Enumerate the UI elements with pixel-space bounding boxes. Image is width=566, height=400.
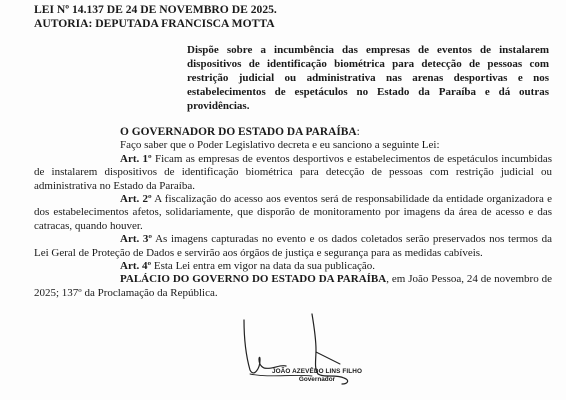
closing-paragraph <box>34 273 552 300</box>
article-1 <box>34 153 552 193</box>
governor-heading-colon: : <box>356 126 360 138</box>
article-3 <box>34 233 552 260</box>
article-2 <box>34 193 552 233</box>
article-4 <box>34 260 552 273</box>
article-1-label: Art. 1º <box>120 152 152 165</box>
article-2-text: A fiscalização do acesso aos eventos será de responsabilidade da entidade organizadora e dos estabelecimentos afetos, solidariamente, que disporão de monitoramento por imagens da área de acesso e das catracas, quando houver. <box>34 193 553 232</box>
governor-heading <box>34 126 552 139</box>
closing-palace: PALÁCIO DO GOVERNO DO ESTADO DA PARAÍBA <box>120 273 387 286</box>
governor-heading-text: O GOVERNADOR DO ESTADO DA PARAÍBA <box>120 126 357 138</box>
signatory-role: Governador <box>298 376 336 383</box>
signatory-name: JOÃO AZEVÊDO LINS FILHO <box>271 368 363 375</box>
law-body <box>34 126 552 300</box>
article-1-text: Ficam as empresas de eventos desportivos e estabelecimentos de espetáculos incumbidas de instalarem dispositivos de identificação biométrica para detecção de pessoas com restrição judicial ou administrativa no Estado da Paraíba. <box>34 152 553 192</box>
article-3-text: As imagens capturadas no evento e os dados coletados serão preservados nos termos da Lei Geral de Proteção de Dados e servirão aos órgãos de justiça e segurança para as medidas cabíveis. <box>34 233 552 259</box>
preamble: Faço saber que o Poder Legislativo decreta e eu sanciono a seguinte Lei: <box>120 139 440 152</box>
law-summary: Dispõe sobre a incumbência das empresas de eventos de instalarem dispositivos de identificação biométrica para detecção de pessoas com restrição judicial ou administrativa nas arenas desportivas e nos estabelecimentos de espetáculos no Estado da Paraíba e dá outras providências. <box>187 44 549 112</box>
article-4-label: Art. 4º <box>120 260 152 273</box>
article-3-label: Art. 3º <box>120 233 153 246</box>
closing-place-date: , em João Pessoa, 24 de novembro de 2025; 137º da Proclamação da República. <box>34 273 552 299</box>
article-2-label: Art. 2º <box>120 193 152 206</box>
law-authorship: AUTORIA: DEPUTADA FRANCISCA MOTTA <box>34 17 275 30</box>
law-title: LEI Nº 14.137 DE 24 DE NOVEMBRO DE 2025. <box>34 3 277 16</box>
article-4-text: Esta Lei entra em vigor na data da sua publicação. <box>151 260 376 273</box>
